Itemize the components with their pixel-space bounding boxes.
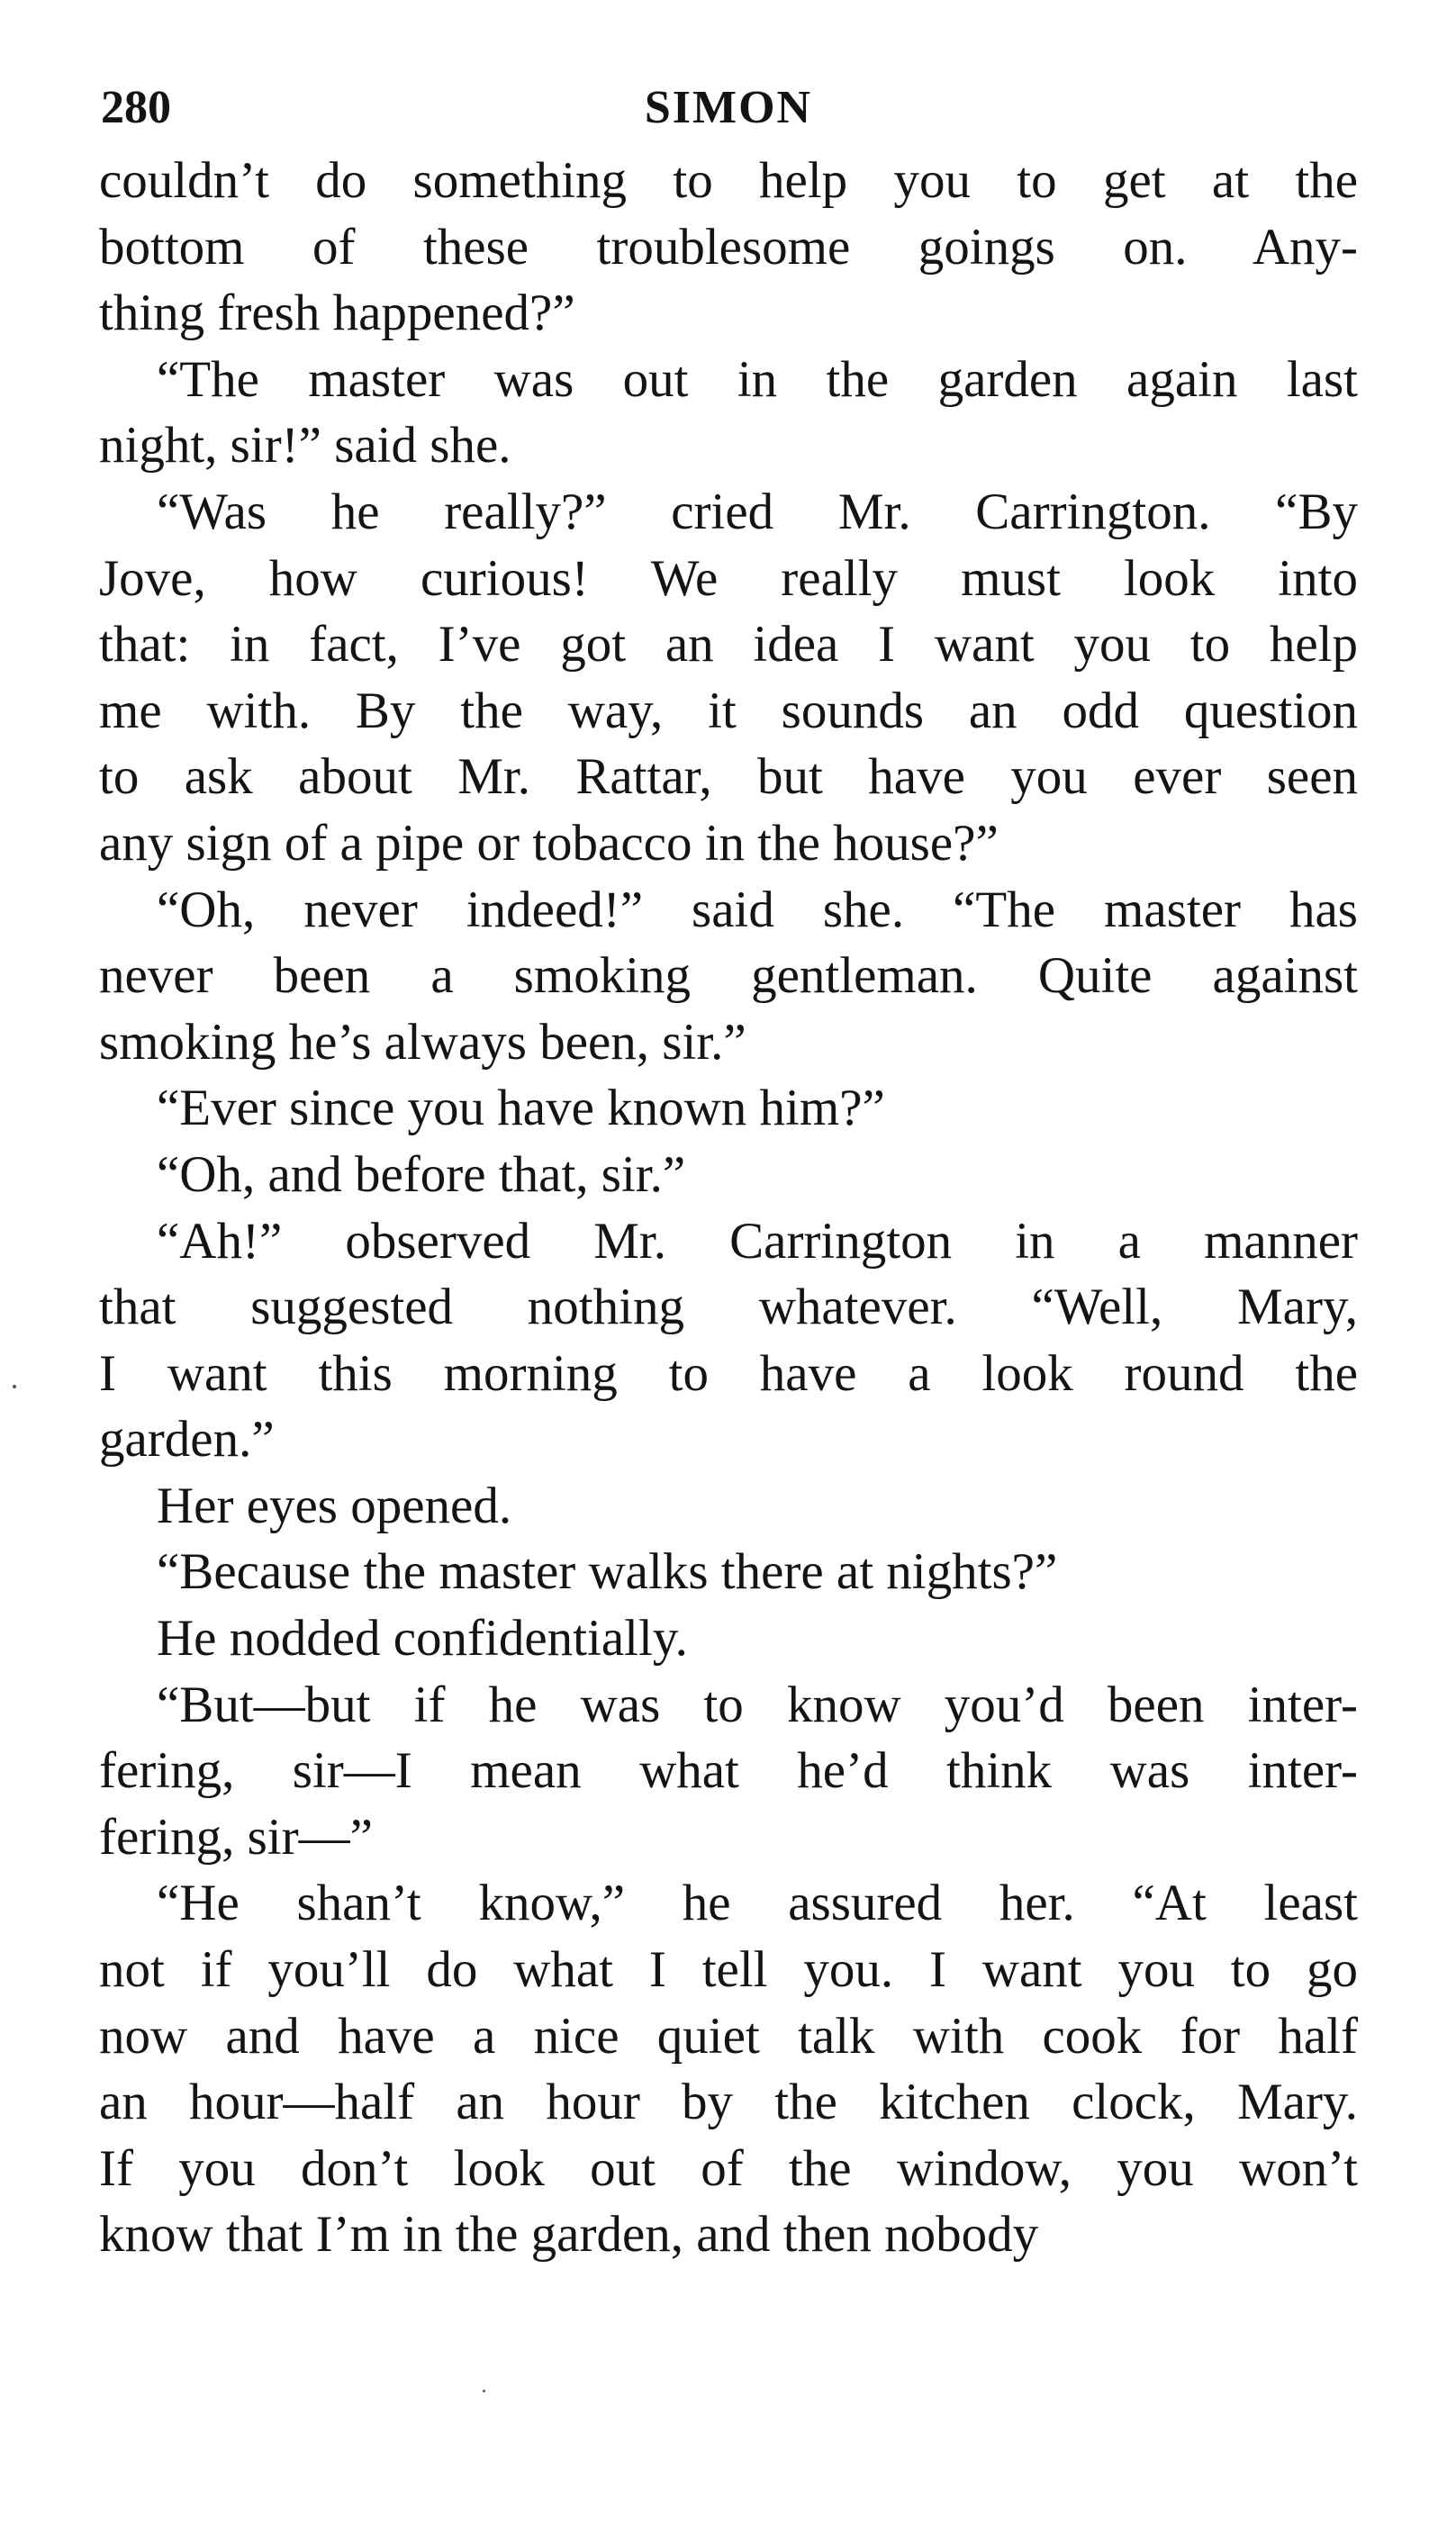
text-line: He nodded confidentially. — [157, 1610, 688, 1668]
text-line: “Oh, never indeed!” said she. “The master has — [157, 881, 1358, 938]
text-line: me with. By the way, it sounds an odd question — [99, 682, 1358, 739]
text-line: fering, sir—I mean what he’d think was inter- — [99, 1742, 1358, 1800]
paragraph — [99, 1539, 1358, 1605]
text-line: not if you’ll do what I tell you. I want you to go — [99, 1941, 1358, 1999]
paragraph — [99, 148, 1358, 347]
text-line: thing fresh happened?” — [99, 285, 575, 342]
page-number: 280 — [101, 82, 171, 133]
text-line: “Ever since you have known him?” — [157, 1080, 885, 1137]
text-line: “But—but if he was to know you’d been inter- — [157, 1676, 1358, 1733]
text-line: “Oh, and before that, sir.” — [157, 1145, 686, 1203]
text-line: “The master was out in the garden again last — [157, 350, 1358, 408]
book-page — [99, 72, 1358, 2268]
text-line: that: in fact, I’ve got an idea I want you to help — [99, 616, 1358, 673]
paragraph — [99, 1142, 1358, 1208]
paragraph — [99, 1208, 1358, 1473]
text-line: fering, sir—” — [99, 1808, 373, 1866]
text-line: “Ah!” observed Mr. Carrington in a manner — [157, 1212, 1358, 1270]
running-head: SIMON — [644, 82, 813, 133]
text-line: an hour—half an hour by the kitchen clock, Mary. — [99, 2074, 1358, 2131]
text-line: to ask about Mr. Rattar, but have you ever seen — [99, 748, 1358, 806]
text-line: couldn’t do something to help you to get at the — [99, 152, 1358, 209]
text-line: garden.” — [99, 1411, 275, 1469]
paragraph — [99, 479, 1358, 877]
text-line: never been a smoking gentleman. Quite against — [99, 947, 1358, 1005]
paragraph — [99, 347, 1358, 479]
paragraph — [99, 1075, 1358, 1142]
text-line: Her eyes opened. — [157, 1477, 512, 1534]
text-line: night, sir!” said she. — [99, 417, 511, 475]
page-header — [99, 72, 1358, 144]
paragraph — [99, 1605, 1358, 1672]
print-speck — [13, 1385, 16, 1388]
text-line: “Was he really?” cried Mr. Carrington. “By — [157, 483, 1358, 540]
text-line: bottom of these troublesome goings on. Any- — [99, 218, 1358, 276]
text-line: know that I’m in the garden, and then nobody — [99, 2206, 1039, 2264]
text-line: “Because the master walks there at nights?” — [157, 1543, 1058, 1601]
text-line: that suggested nothing whatever. “Well, Mary, — [99, 1279, 1358, 1336]
text-line: I want this morning to have a look round the — [99, 1344, 1358, 1402]
text-line: now and have a nice quiet talk with cook for half — [99, 2007, 1358, 2065]
paragraph — [99, 1672, 1358, 1871]
paragraph — [99, 1870, 1358, 2268]
body-text — [99, 148, 1358, 2268]
text-line: any sign of a pipe or tobacco in the house?” — [99, 814, 999, 872]
text-line: “He shan’t know,” he assured her. “At least — [157, 1875, 1358, 1932]
text-line: If you don’t look out of the window, you won’t — [99, 2139, 1358, 2197]
paragraph — [99, 877, 1358, 1076]
paragraph — [99, 1473, 1358, 1540]
text-line: smoking he’s always been, sir.” — [99, 1013, 746, 1071]
text-line: Jove, how curious! We really must look into — [99, 549, 1358, 607]
print-speck — [483, 2390, 485, 2392]
